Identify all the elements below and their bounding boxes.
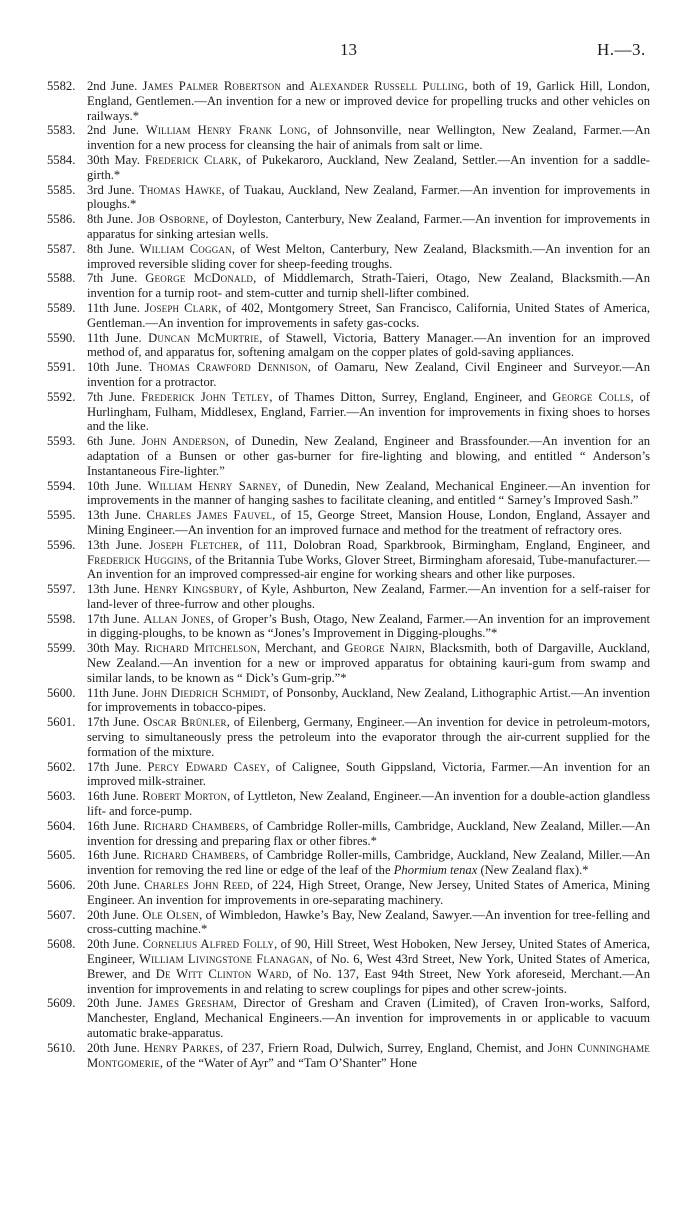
entry-text: 11th June. [87,330,149,345]
entry-text: 13th June. [87,508,147,523]
entry-text: , of 111, Dolobran Road, Sparkbrook, Birmingham, England, Engineer, and [239,537,651,552]
applicant-name: Joseph Clark [144,300,219,315]
applicant-name: George McDonald [145,271,254,286]
entry-text: (New Zealand flax).* [477,863,589,878]
page-number: 13 [340,40,357,59]
entry-text: 16th June. [87,789,143,804]
entry-text: , both of 19, Garlick Hill, London, England, Gentlemen.—An invention for a new or improved device for propelling trucks and other vehicles on railways.* [87,79,650,123]
entry-number: 5582. [47,79,76,93]
entry-text: 17th June. [87,759,148,774]
patent-entry [47,715,650,759]
entry-text: , of Pukekaroro, Auckland, New Zealand, Settler.—An invention for a saddle-girth.* [87,152,650,182]
entry-number: 5608. [47,937,76,952]
entry-text: , of 224, High Street, Orange, New Jersey, United States of America, Mining Engineer. An invention for improvements in ore-separating machinery. [87,878,650,907]
applicant-name: Robert Morton [142,789,228,804]
applicant-name: Henry Parkes [143,1040,220,1055]
entry-text: 7th June. [87,271,146,286]
entry-number: 5587. [47,241,76,256]
patent-entry [47,479,650,509]
entry-text: , of Dunedin, New Zealand, Engineer and Brassfounder.—An invention for an adaptation of a Bunsen or other gas-burner for fire-lighting and blowing, and entitled “ Anderson’s Instantaneous Fire-lighter.” [87,434,650,478]
applicant-name: Charles James Fauvel [146,508,273,523]
patent-entry [47,434,650,478]
applicant-name: Allan Jones [143,611,211,626]
applicant-name: Frederick Clark [144,152,238,167]
applicant-name: De Witt Clinton Ward [155,966,289,981]
entry-number: 5589. [47,300,76,315]
entry-text: 6th June. [87,434,142,449]
entry-number: 5602. [47,759,76,774]
entry-text: 10th June. [87,478,148,493]
entry-number: 5593. [47,434,76,449]
applicant-name: William Henry Frank Long [145,123,308,138]
patent-entry [47,878,650,908]
entry-text: and [280,79,310,93]
entry-number: 5592. [47,389,76,404]
patent-entry [47,123,650,153]
patent-entry [47,819,650,849]
applicant-name: Alexander Russell Pulling [309,79,465,93]
patent-entry [47,538,650,582]
entry-text: , of the “Water of Ayr” and “Tam O’Shanter” Hone [159,1055,418,1070]
entry-number: 5596. [47,537,76,552]
entry-text: , of Doyleston, Canterbury, New Zealand, Farmer.—An invention for improvements in apparatus for sinking artesian wells. [87,212,650,241]
entry-number: 5588. [47,271,76,286]
entry-text: 17th June. [87,611,144,626]
patent-entry [47,908,650,938]
applicant-name: John Anderson [141,434,226,449]
patent-entry [47,212,650,242]
applicant-name: Charles John Reed [144,878,250,893]
patent-entry [47,686,650,716]
patent-entry-list [47,79,650,1070]
entry-number: 5584. [47,152,76,167]
entry-number: 5607. [47,907,76,922]
patent-entry [47,508,650,538]
patent-entry [47,582,650,612]
patent-entry [47,271,650,301]
entry-text: 30th May. [87,641,145,656]
entry-number: 5585. [47,182,76,197]
entry-text: 13th June. [87,582,145,597]
applicant-name: Thomas Hawke [139,182,222,197]
entry-number: 5591. [47,360,76,375]
applicant-name: Percy Edward Casey [147,759,267,774]
entry-text: 8th June. [87,212,138,227]
entry-number: 5603. [47,789,76,804]
entry-text: , of Oamaru, New Zealand, Civil Engineer and Surveyor.—An invention for a protractor. [87,360,650,389]
entry-text: , of 237, Friern Road, Dulwich, Surrey, England, Chemist, and [219,1040,548,1055]
entry-number: 5605. [47,848,76,863]
entry-number: 5583. [47,123,76,138]
entry-text: 2nd June. [87,123,146,138]
entry-text: , of Middlemarch, Strath-Taieri, Otago, New Zealand, Blacksmith.—An invention for a turnip root- and stem-cutter and turnip shell-lifter combined. [87,271,650,301]
entry-number: 5600. [47,685,76,700]
patent-entry [47,390,650,434]
applicant-name: Richard Chambers [143,818,246,833]
entry-number: 5609. [47,996,76,1011]
entry-text: 11th June. [87,685,143,700]
entry-number: 5606. [47,878,76,893]
patent-entry [47,789,650,819]
entry-text: , of Cambridge Roller-mills, Cambridge, Auckland, New Zealand, Miller.—An invention for removing the red line or edge of the leaf of the [87,848,651,878]
applicant-name: James Palmer Robertson [142,79,281,93]
applicant-name: Henry Kingsbury [144,582,240,597]
applicant-name: Cornelius Alfred Folly [142,937,275,952]
entry-text: , Blacksmith, both of Dargaville, Auckland, New Zealand.—An invention for a new or improved apparatus for obtaining kauri-gum from swamp and similar lands, to be known as “ Dick’s Gum-grip.”* [87,641,650,685]
entry-text: , of Dunedin, New Zealand, Mechanical Engineer.—An invention for improvements in the manner of hanging sashes to facilitate cleaning, and entitled “ Sarney’s Improved Sash.” [87,478,651,508]
entry-text: 13th June. [87,537,149,552]
applicant-name: William Henry Sarney [147,478,278,493]
entry-text: 20th June. [87,907,143,922]
entry-text: , of Lyttleton, New Zealand, Engineer.—An invention for a double-action glandless lift- and force-pump. [87,789,650,819]
entry-text: , Director of Gresham and Craven (Limited), of Craven Iron-works, Salford, Manchester, England, Mechanical Engineers.—An invention for improvements in or applicable to vacuum automatic brake-apparatus. [87,996,650,1040]
entry-number: 5604. [47,818,76,833]
entry-text: , of Stawell, Victoria, Battery Manager.—An invention for an improved method of, and apparatus for, softening amalgam on the copper plates of gold-saving appliances. [87,330,650,360]
patent-entry [47,79,650,123]
entry-text: 11th June. [87,300,145,315]
entry-text: 16th June. [87,848,144,863]
applicant-name: Frederick Huggins [87,552,189,567]
entry-text: , of No. 6, West 43rd Street, New York, United States of America, Brewer, and [87,952,651,981]
applicant-name: Duncan McMurtrie [148,330,260,345]
entry-text: , Merchant, and [257,641,345,656]
applicant-name: James Gresham [148,996,234,1011]
applicant-name: Richard Mitchelson [144,641,258,656]
entry-text: , of West Melton, Canterbury, New Zealand, Blacksmith.—An invention for an improved reversible sliding cover for sheep-feeding troughs. [87,241,651,271]
patent-entry [47,760,650,790]
patent-entry [47,301,650,331]
entry-text: 20th June. [87,996,149,1011]
applicant-name: Oscar Brünler [143,715,227,730]
entry-text: , of 90, Hill Street, West Hoboken, New Jersey, United States of America, Engineer, [87,937,650,967]
entry-text: , of 402, Montgomery Street, San Francisco, California, United States of America, Gentleman.—An invention for improvements in safety gas-cocks. [87,300,651,330]
entry-text: , of Cambridge Roller-mills, Cambridge, Auckland, New Zealand, Miller.—An invention for dressing and preparing flax or other fibres.* [87,818,651,848]
entry-number: 5601. [47,715,76,730]
entry-text: 17th June. [87,715,144,730]
entry-text: , of the Britannia Tube Works, Glover Street, Birmingham aforesaid, Tube-manufacturer.—An invention for an improved compressed-air engine for working shears and other like purposes. [87,552,650,582]
patent-entry [47,848,650,878]
patent-entry [47,242,650,272]
entry-text: , of Eilenberg, Germany, Engineer.—An invention for device in petroleum-motors, serving to simultaneously press the petroleum into the evaporator through the air-current supplied for the formation of the mixture. [87,715,651,759]
entry-text: 3rd June. [87,182,139,197]
entry-text: 16th June. [87,818,144,833]
entry-text: 10th June. [87,360,149,375]
applicant-name: Frederick John Tetley [141,389,270,404]
applicant-name: George Colls [552,389,631,404]
entry-text: 2nd June. [87,79,143,93]
patent-entry [47,996,650,1040]
entry-text: 20th June. [87,1040,144,1055]
entry-number: 5597. [47,582,76,597]
entry-number: 5610. [47,1040,76,1055]
patent-entry [47,183,650,213]
entry-number: 5599. [47,641,76,656]
entry-text: , of Thames Ditton, Surrey, England, Engineer, and [269,389,553,404]
italic-term: Phormium tenax [393,863,478,878]
entry-number: 5590. [47,330,76,345]
patent-entry [47,641,650,685]
page-header [0,40,700,64]
entry-number: 5598. [47,611,76,626]
entry-text: 20th June. [87,878,145,893]
entry-text: , of Tuakau, Auckland, New Zealand, Farmer.—An invention for improvements in ploughs.* [87,182,650,212]
applicant-name: William Coggan [139,241,232,256]
entry-text: 7th June. [87,389,142,404]
entry-text: 8th June. [87,241,140,256]
patent-entry [47,153,650,183]
entry-text: , of Groper’s Bush, Otago, New Zealand, Farmer.—An invention for an improvement in digging-ploughs, to be known as “Jones’s Improvement in Digging-ploughs.”* [87,611,651,641]
entry-text: , of Kyle, Ashburton, New Zealand, Farmer.—An invention for a self-raiser for land-lever of three-furrow and other ploughs. [87,582,650,611]
patent-entry [47,331,650,361]
entry-text: , of No. 137, East 94th Street, New York aforeseid, Merchant.—An invention for improvements in and relating to screw couplings for pipes and other screw-joints. [87,966,651,996]
applicant-name: Ole Olsen [142,907,200,922]
patent-entry [47,612,650,642]
applicant-name: Joseph Fletcher [148,537,240,552]
applicant-name: Job Osborne [137,212,206,227]
applicant-name: William Livingstone Flanagan [139,952,310,967]
entry-number: 5595. [47,508,76,523]
entry-text: 30th May. [87,152,145,167]
patent-entry [47,937,650,996]
page-reference: H.—3. [597,40,646,59]
entry-number: 5586. [47,212,76,227]
applicant-name: Richard Chambers [143,848,246,863]
applicant-name: George Nairn [344,641,422,656]
applicant-name: John Diedrich Schmidt [142,685,266,700]
entry-text: , of Wimbledon, Hawke’s Bay, New Zealand, Sawyer.—An invention for tree-felling and cross-cutting machine.* [87,907,650,937]
entry-text: , of Hurlingham, Fulham, Middlesex, England, Farrier.—An invention for improvements in fixing shoes to horses and the like. [87,389,650,434]
patent-entry [47,1041,650,1071]
entry-number: 5594. [47,478,76,493]
applicant-name: Thomas Crawford Dennison [148,360,308,375]
entry-text: , of Johnsonville, near Wellington, New Zealand, Farmer.—An invention for a new process for cleansing the hair of animals from salt or lime. [87,123,650,153]
applicant-name: John Cunninghame Montgomerie [87,1040,650,1070]
patent-entry [47,360,650,390]
entry-text: , of Ponsonby, Auckland, New Zealand, Lithographic Artist.—An invention for improvements in tobacco-pipes. [87,685,651,715]
entry-text: , of Calignee, South Gippsland, Victoria, Farmer.—An invention for an improved milk-strainer. [87,759,651,789]
entry-text: , of 15, George Street, Mansion House, London, England, Assayer and Mining Engineer.—An invention for an improved furnace and method for the treatment of refractory ores. [87,508,650,537]
entry-text: 20th June. [87,937,143,952]
